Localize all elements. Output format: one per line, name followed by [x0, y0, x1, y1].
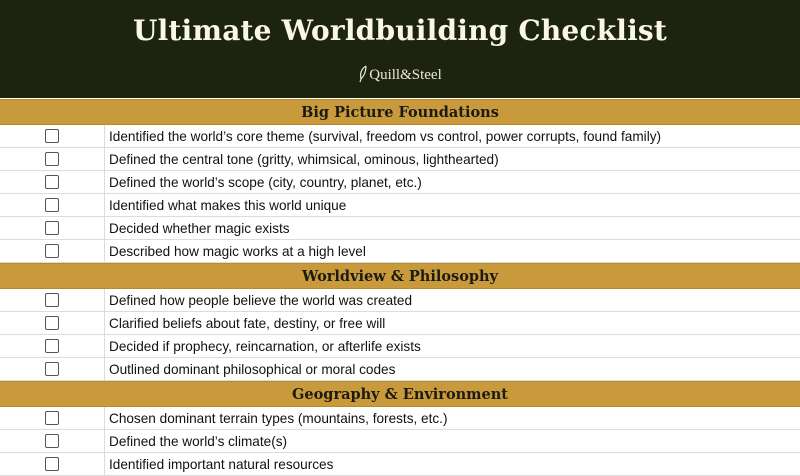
checkbox-cell — [0, 289, 105, 311]
checklist-item-text: Decided if prophecy, reincarnation, or afterlife exists — [109, 338, 421, 354]
checklist-item-text: Described how magic works at a high level — [109, 243, 366, 259]
checkbox[interactable] — [45, 175, 59, 189]
checklist-item-text: Outlined dominant philosophical or moral codes — [109, 361, 396, 377]
checkbox[interactable] — [45, 316, 59, 330]
checklist-item-text: Identified the world’s core theme (survival, freedom vs control, power corrupts, found family) — [109, 128, 662, 144]
checklist-row — [0, 407, 800, 430]
checkbox[interactable] — [45, 198, 59, 212]
checklist-row — [0, 194, 800, 217]
checkbox[interactable] — [45, 152, 59, 166]
checklist-item-text: Chosen dominant terrain types (mountains, forests, etc.) — [109, 410, 448, 426]
checklist-row — [0, 289, 800, 312]
checkbox[interactable] — [45, 362, 59, 376]
checkbox-cell — [0, 407, 105, 429]
section-header: Worldview & Philosophy — [0, 263, 800, 289]
checklist-row — [0, 217, 800, 240]
brand-logo — [0, 65, 800, 88]
checklist-row — [0, 312, 800, 335]
checklist-item-text: Identified important natural resources — [109, 456, 334, 472]
checklist-item-text: Clarified beliefs about fate, destiny, or free will — [109, 315, 386, 331]
checkbox-cell — [0, 125, 105, 147]
checkbox[interactable] — [45, 244, 59, 258]
checklist-item-text: Defined the world’s climate(s) — [109, 433, 288, 449]
checkbox-cell — [0, 194, 105, 216]
checklist-item-text: Defined the world’s scope (city, country, planet, etc.) — [109, 174, 422, 190]
checklist-item-text: Defined how people believe the world was created — [109, 292, 413, 308]
checkbox-cell — [0, 335, 105, 357]
checkbox-cell — [0, 358, 105, 380]
feather-icon — [358, 65, 368, 88]
section-header: Big Picture Foundations — [0, 99, 800, 125]
checkbox-cell — [0, 148, 105, 170]
checkbox-cell — [0, 171, 105, 193]
checklist-item-text: Decided whether magic exists — [109, 220, 290, 236]
page-title: Ultimate Worldbuilding Checklist — [132, 14, 668, 47]
checkbox-cell — [0, 453, 105, 475]
checkbox[interactable] — [45, 411, 59, 425]
checklist-row — [0, 240, 800, 263]
checklist-row — [0, 335, 800, 358]
checkbox-cell — [0, 312, 105, 334]
checkbox[interactable] — [45, 457, 59, 471]
checkbox[interactable] — [45, 434, 59, 448]
checklist-row — [0, 430, 800, 453]
checklist-item-text: Identified what makes this world unique — [109, 197, 347, 213]
checklist-row — [0, 171, 800, 194]
checklist-row — [0, 148, 800, 171]
section-header: Geography & Environment — [0, 381, 800, 407]
checkbox[interactable] — [45, 221, 59, 235]
checkbox-cell — [0, 430, 105, 452]
brand-logo-text: Quill&Steel — [369, 67, 442, 83]
checkbox[interactable] — [45, 293, 59, 307]
checklist-item-text: Defined the central tone (gritty, whimsical, ominous, lighthearted) — [109, 151, 499, 167]
checklist-row — [0, 453, 800, 476]
checkbox[interactable] — [45, 339, 59, 353]
checkbox[interactable] — [45, 129, 59, 143]
checkbox-cell — [0, 217, 105, 239]
checklist-row — [0, 125, 800, 148]
checklist-row — [0, 358, 800, 381]
checkbox-cell — [0, 240, 105, 262]
header-banner — [0, 0, 800, 98]
checklist — [0, 99, 800, 476]
